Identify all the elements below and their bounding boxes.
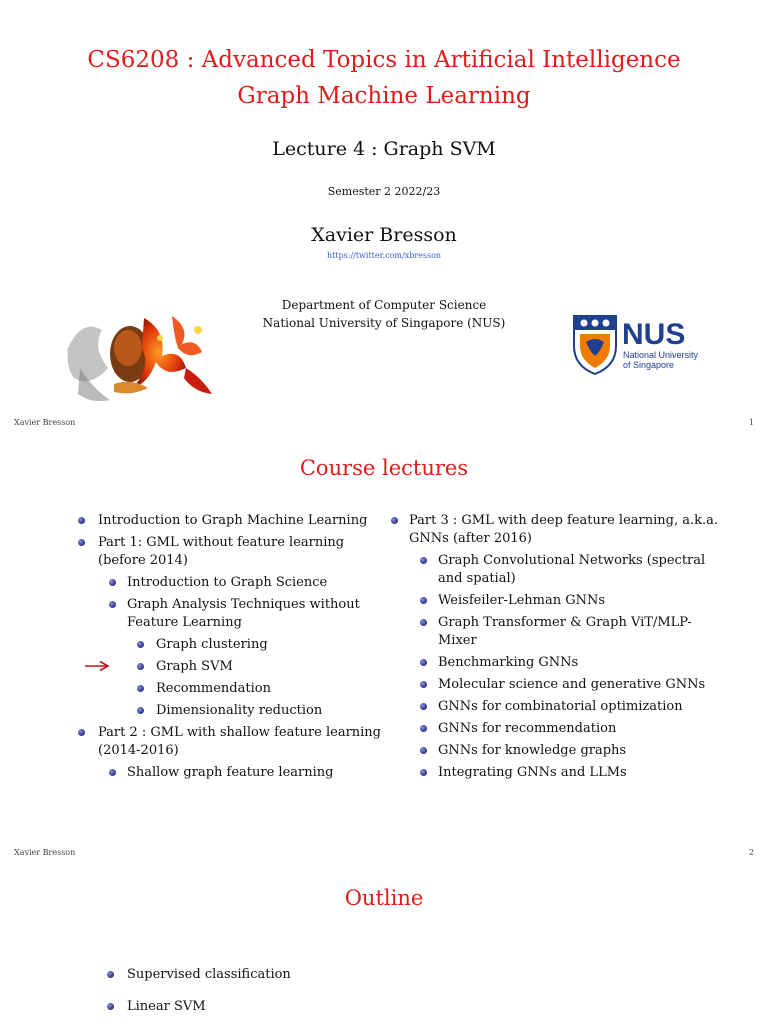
course-subtitle: Graph Machine Learning — [237, 83, 531, 109]
footer-author: Xavier Bresson — [14, 848, 76, 857]
bullet-icon — [137, 641, 144, 648]
list-item: Integrating GNNs and LLMs — [389, 764, 719, 782]
bullet-icon — [420, 659, 427, 666]
bullet-icon — [109, 579, 116, 586]
list-item: Graph clustering — [78, 636, 390, 654]
university-line: National University of Singapore (NUS) — [262, 316, 506, 330]
list-item: Graph Convolutional Networks (spectral and spatial) — [389, 552, 719, 588]
bullet-icon — [109, 601, 116, 608]
bullet-icon — [137, 685, 144, 692]
slide-title: Outline — [344, 886, 424, 910]
bullet-icon — [78, 729, 85, 736]
list-item: Benchmarking GNNs — [389, 654, 719, 672]
bullet-icon — [137, 663, 144, 670]
list-item: Graph Transformer & Graph ViT/MLP-Mixer — [389, 614, 719, 650]
list-item: Shallow graph feature learning — [78, 764, 390, 782]
list-item: GNNs for combinatorial optimization — [389, 698, 719, 716]
bullet-icon — [420, 681, 427, 688]
list-item: Introduction to Graph Science — [78, 574, 390, 592]
bullet-icon — [420, 747, 427, 754]
semester-label: Semester 2 2022/23 — [327, 185, 441, 198]
list-item: Introduction to Graph Machine Learning — [78, 512, 390, 530]
list-item: Part 1: GML without feature learning (before 2014) — [78, 534, 390, 570]
footer-author: Xavier Bresson — [14, 418, 76, 427]
bullet-icon — [420, 597, 427, 604]
nus-logo — [570, 312, 710, 378]
bullet-icon — [420, 619, 427, 626]
outline-list — [107, 966, 507, 1030]
course-title: CS6208 : Advanced Topics in Artificial Intelligence — [87, 47, 681, 73]
list-item: GNNs for knowledge graphs — [389, 742, 719, 760]
bullet-icon — [420, 769, 427, 776]
bullet-icon — [420, 725, 427, 732]
twitter-link-container — [0, 251, 768, 260]
bullet-icon — [391, 517, 398, 524]
list-item: Part 3 : GML with deep feature learning, a.k.a. GNNs (after 2016) — [389, 512, 719, 548]
page-number: 2 — [748, 848, 754, 857]
right-column — [389, 512, 719, 786]
slide-outline — [0, 860, 768, 1024]
bullet-icon — [109, 769, 116, 776]
department-line: Department of Computer Science — [281, 298, 487, 312]
current-lecture-arrow-icon — [84, 660, 110, 672]
bullet-icon — [420, 557, 427, 564]
list-item: Recommendation — [78, 680, 390, 698]
bullet-icon — [107, 1003, 114, 1010]
page-number: 1 — [748, 418, 754, 427]
list-item: Molecular science and generative GNNs — [389, 676, 719, 694]
list-item-current: Graph SVM — [78, 658, 390, 676]
nus-line1: National University — [623, 350, 699, 360]
list-item: GNNs for recommendation — [389, 720, 719, 738]
bullet-icon — [78, 517, 85, 524]
list-item: Dimensionality reduction — [78, 702, 390, 720]
slide-title — [0, 0, 768, 430]
bullet-icon — [137, 707, 144, 714]
nus-wordmark: NUS — [622, 318, 686, 351]
bullet-icon — [420, 703, 427, 710]
left-column — [78, 512, 390, 786]
fractal-face-artwork — [62, 308, 218, 406]
list-item: Graph Analysis Techniques without Feature Learning — [78, 596, 390, 632]
list-item: Part 2 : GML with shallow feature learning (2014-2016) — [78, 724, 390, 760]
twitter-link[interactable]: https://twitter.com/xbresson — [326, 251, 442, 260]
bullet-icon — [107, 971, 114, 978]
list-item: Weisfeiler-Lehman GNNs — [389, 592, 719, 610]
list-item: Supervised classification — [107, 966, 507, 984]
slide-course-lectures — [0, 430, 768, 860]
author-name: Xavier Bresson — [311, 224, 457, 246]
nus-line2: of Singapore — [623, 360, 675, 370]
lecture-title: Lecture 4 : Graph SVM — [272, 138, 496, 160]
list-item: Linear SVM — [107, 998, 507, 1016]
bullet-icon — [78, 539, 85, 546]
slide-title: Course lectures — [299, 456, 469, 480]
